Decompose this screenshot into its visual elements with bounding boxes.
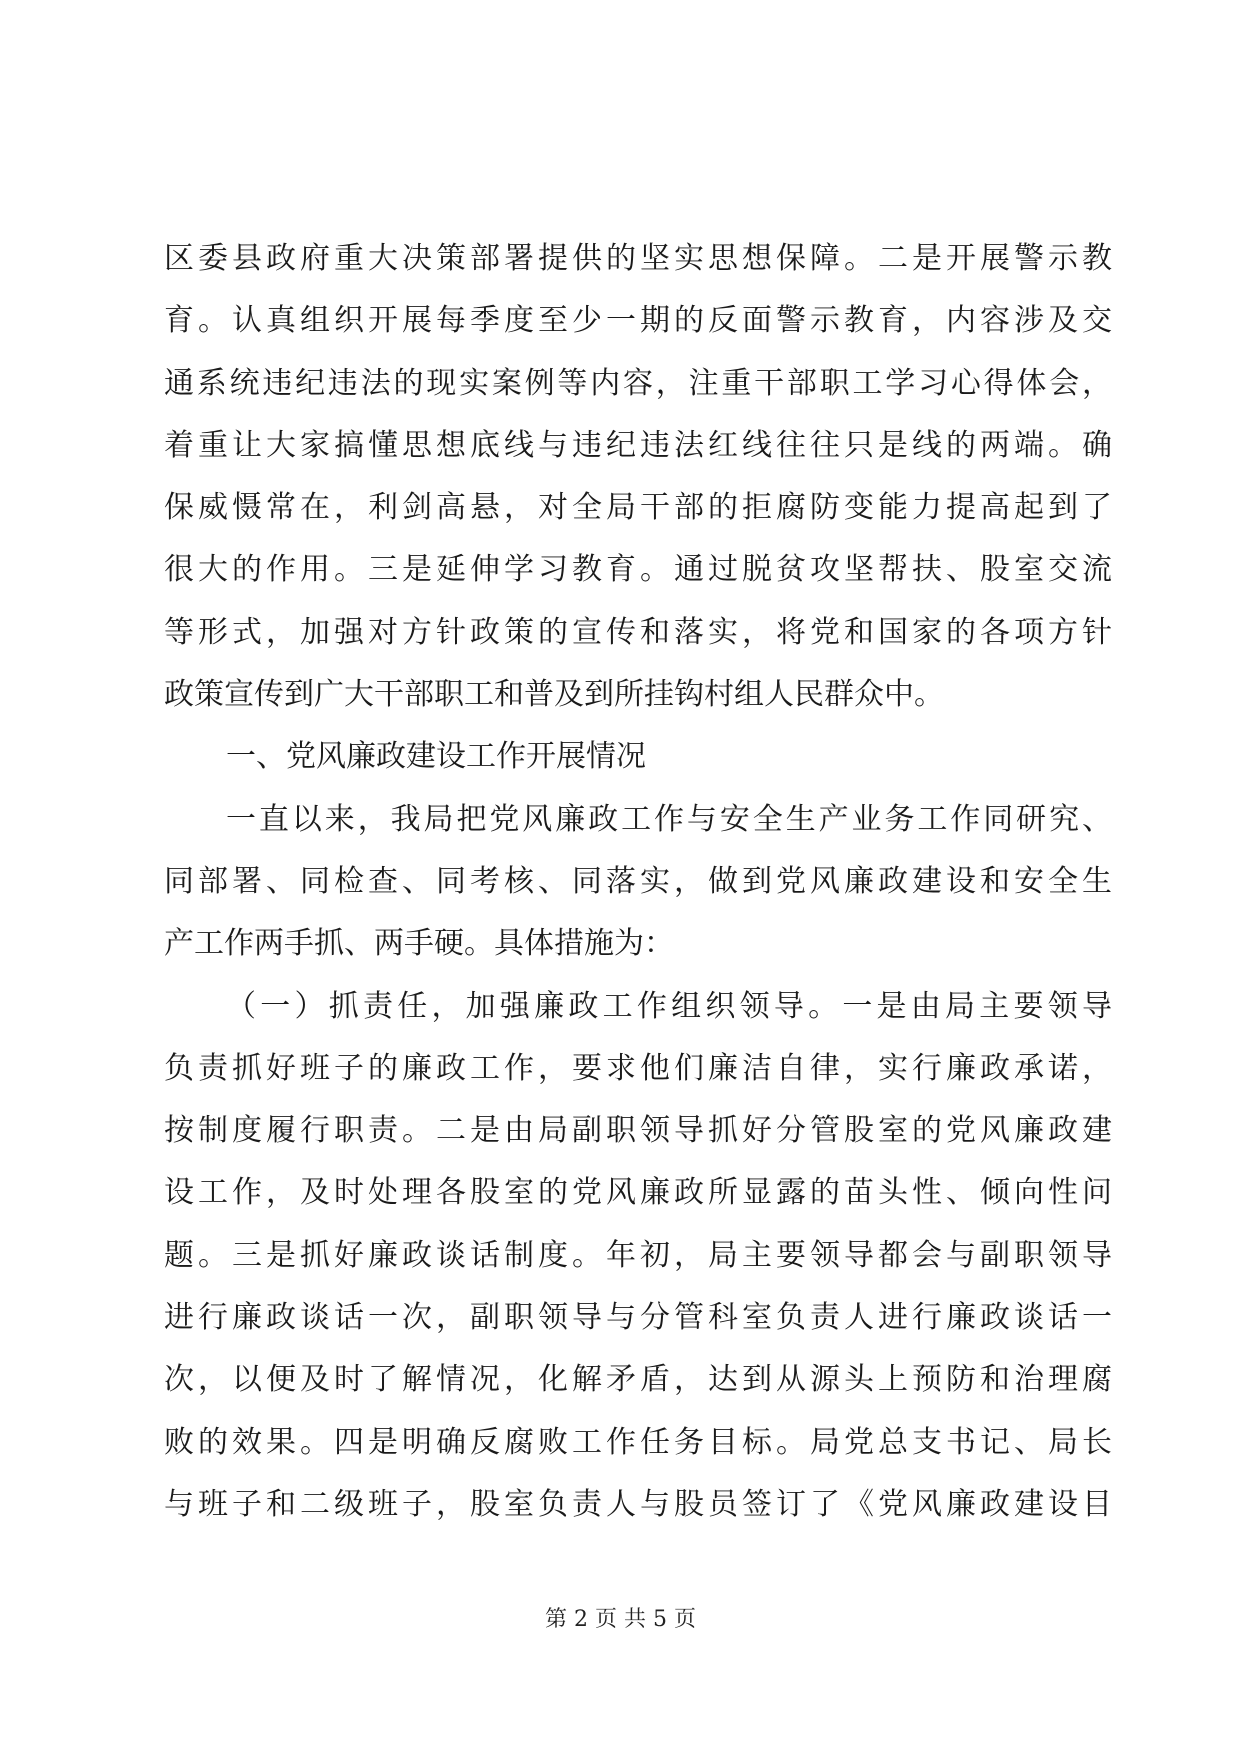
text-line: 次，以便及时了解情况，化解矛盾，达到从源头上预防和治理腐 <box>164 1362 1112 1398</box>
subsection-line: （一）抓责任，加强廉政工作组织领导。一是由局主要领导 <box>226 988 1112 1024</box>
text-line: 一直以来，我局把党风廉政工作与安全生产业务工作同研究、 <box>226 801 1112 837</box>
text-line: 与班子和二级班子，股室负责人与股员签订了《党风廉政建设目 <box>164 1486 1112 1522</box>
text-line: 保威慑常在，利剑高悬，对全局干部的拒腐防变能力提高起到了 <box>164 490 1112 526</box>
text-line: 产工作两手抓、两手硬。具体措施为： <box>164 926 674 962</box>
text-line: 按制度履行职责。二是由局副职领导抓好分管股室的党风廉政建 <box>164 1113 1112 1149</box>
text-line: 政策宣传到广大干部职工和普及到所挂钩村组人民群众中。 <box>164 677 944 713</box>
text-line: 败的效果。四是明确反腐败工作任务目标。局党总支书记、局长 <box>164 1424 1112 1460</box>
text-line: 等形式，加强对方针政策的宣传和落实，将党和国家的各项方针 <box>164 614 1112 650</box>
text-line: 同部署、同检查、同考核、同落实，做到党风廉政建设和安全生 <box>164 863 1112 899</box>
text-line: 负责抓好班子的廉政工作，要求他们廉洁自律，实行廉政承诺， <box>164 1050 1112 1086</box>
text-line: 进行廉政谈话一次，副职领导与分管科室负责人进行廉政谈话一 <box>164 1300 1112 1336</box>
text-line: 育。认真组织开展每季度至少一期的反面警示教育，内容涉及交 <box>164 303 1112 339</box>
text-line: 着重让大家搞懂思想底线与违纪违法红线往往只是线的两端。确 <box>164 427 1112 463</box>
body-text <box>164 228 1112 1536</box>
text-line: 通系统违纪违法的现实案例等内容，注重干部职工学习心得体会， <box>164 365 1112 401</box>
text-line: 设工作，及时处理各股室的党风廉政所显露的苗头性、倾向性问 <box>164 1175 1112 1211</box>
page-footer: 第 2 页 共 5 页 <box>545 1607 696 1632</box>
text-line: 题。三是抓好廉政谈话制度。年初，局主要领导都会与副职领导 <box>164 1237 1112 1273</box>
text-line: 很大的作用。三是延伸学习教育。通过脱贫攻坚帮扶、股室交流 <box>164 552 1112 588</box>
section-heading: 一、党风廉政建设工作开展情况 <box>226 739 646 775</box>
text-line: 区委县政府重大决策部署提供的坚实思想保障。二是开展警示教 <box>164 241 1112 276</box>
